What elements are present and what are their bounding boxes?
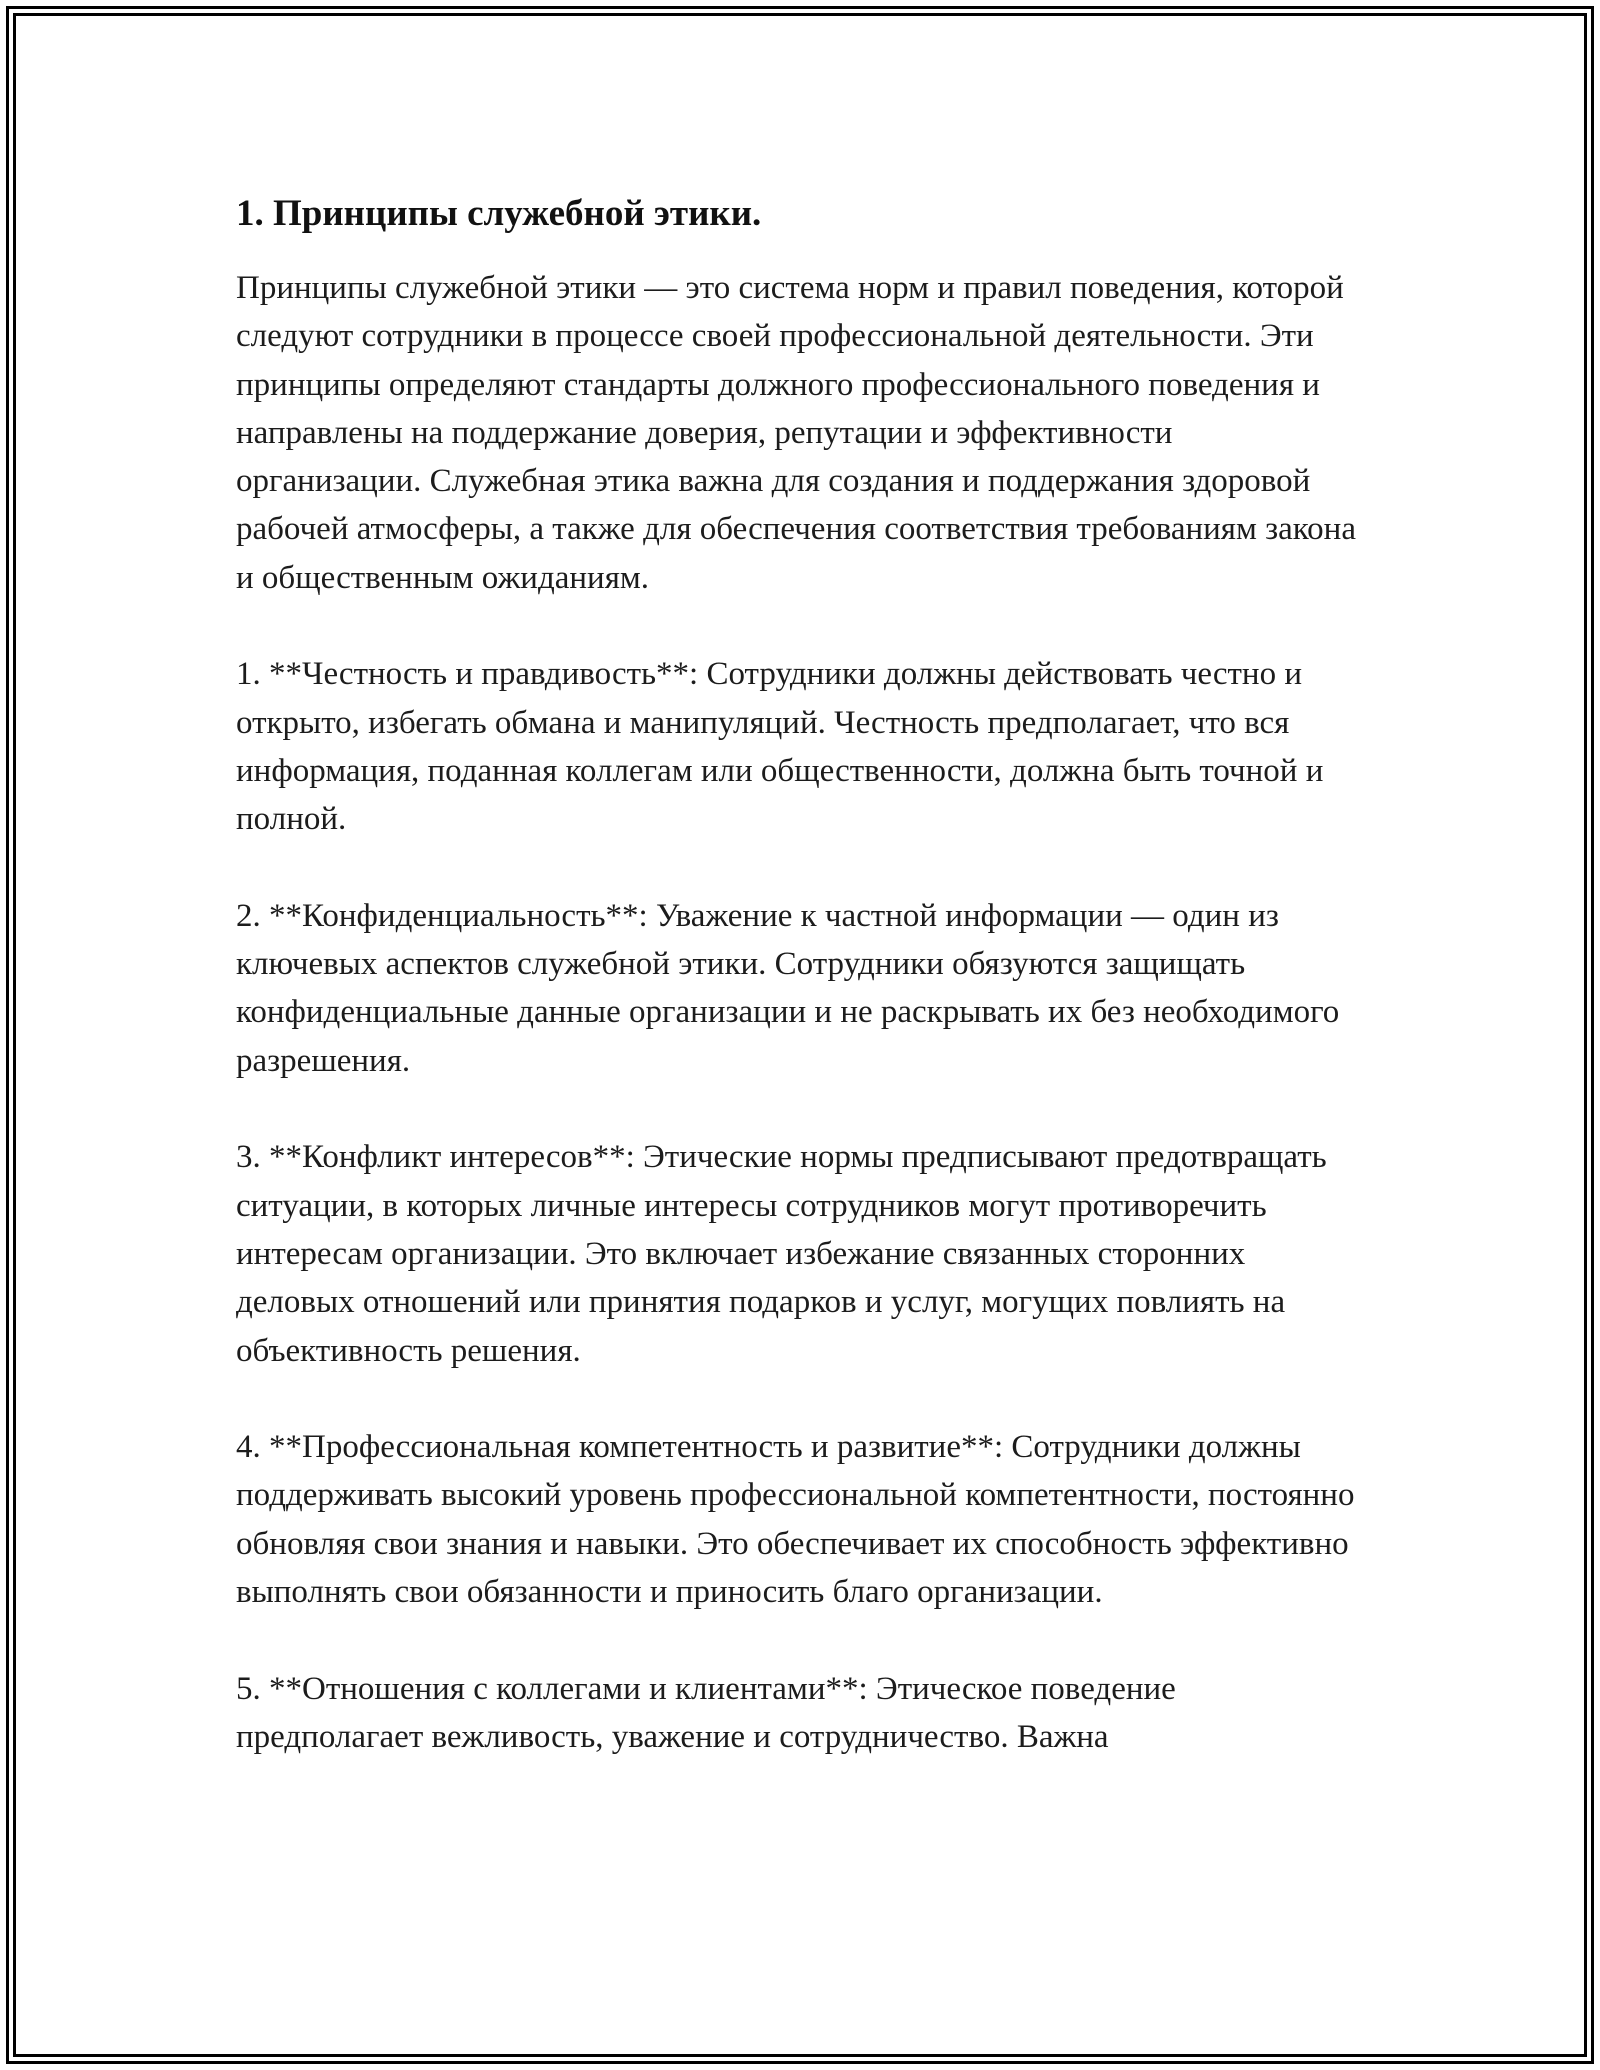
- principle-relations: 5. **Отношения с коллегами и клиентами**: Этическое поведение предполагает вежливость, уважение и сотрудничество. Важна: [236, 1670, 1176, 1755]
- principle-confidentiality: 2. **Конфиденциальность**: Уважение к частной информации — один из ключевых аспектов служебной этики. Сотрудники обязуются защищать конфиденциальные данные организации и не раскрывать их без необходимого разрешения.: [236, 897, 1340, 1079]
- intro-paragraph: Принципы служебной этики — это система норм и правил поведения, которой следуют сотрудники в процессе своей профессиональной деятельности. Эти принципы определяют стандарты должного профессионального поведения и направлены на поддержание доверия, репутации и эффективности организации. Служебная этика важна для создания и поддержания здоровой рабочей атмосферы, а также для обеспечения соответствия требованиям закона и общественным ожиданиям.: [236, 270, 1356, 596]
- principle-competence: 4. **Профессиональная компетентность и развитие**: Сотрудники должны поддерживать высокий уровень профессиональной компетентности, постоянно обновляя свои знания и навыки. Это обеспечивает их способность эффективно выполнять свои обязанности и приносить благо организации.: [236, 1429, 1355, 1611]
- principle-honesty: 1. **Честность и правдивость**: Сотрудники должны действовать честно и открыто, избегать обмана и манипуляций. Честность предполагает, что вся информация, поданная коллегам или общественности, должна быть точной и полной.: [236, 656, 1324, 838]
- principle-conflict-of-interest: 3. **Конфликт интересов**: Этические нормы предписывают предотвращать ситуации, в которых личные интересы сотрудников могут противоречить интересам организации. Это включает избежание связанных сторонних деловых отношений или принятия подарков и услуг, могущих повлиять на объективность решения.: [236, 1139, 1327, 1369]
- document-body: [236, 190, 1366, 1810]
- section-title: 1. Принципы служебной этики.: [236, 193, 762, 234]
